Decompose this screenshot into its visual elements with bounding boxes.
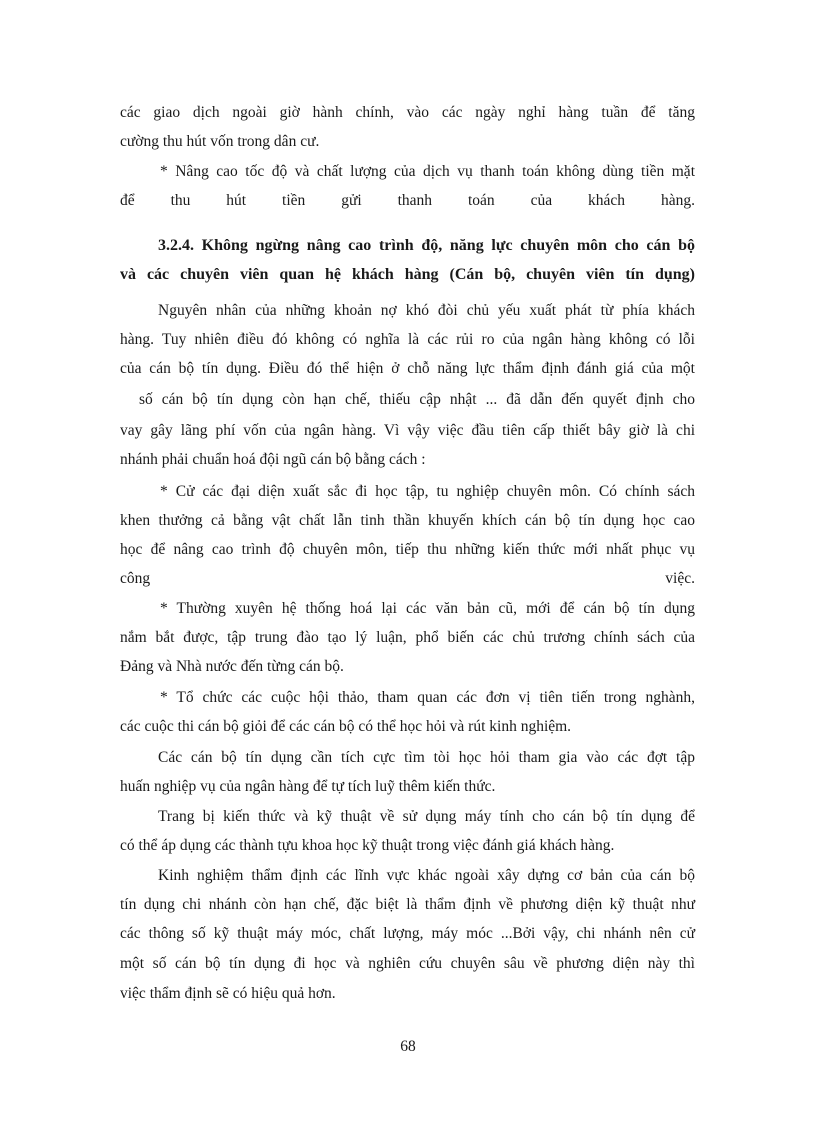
paragraph-line: nhánh phải chuẩn hoá đội ngũ cán bộ bằng cách : (120, 451, 426, 468)
paragraph-line: các thông số kỹ thuật máy móc, chất lượng, máy móc ...Bởi vậy, chi nhánh nên cử (120, 925, 695, 942)
paragraph-line: Các cán bộ tín dụng cần tích cực tìm tòi học hỏi tham gia vào các đợt tập (158, 749, 695, 766)
bullet-line: nắm bắt được, tập trung đào tạo lý luận, phổ biến các chủ trương chính sách của (120, 629, 695, 646)
paragraph-line: Trang bị kiến thức và kỹ thuật về sử dụng máy tính cho cán bộ tín dụng để (158, 808, 695, 825)
bullet-line: * Cử các đại diện xuất sắc đi học tập, tu nghiệp chuyên môn. Có chính sách (160, 483, 695, 500)
paragraph-line: Nguyên nhân của những khoản nợ khó đòi chủ yếu xuất phát từ phía khách (158, 302, 695, 319)
paragraph-line: có thể áp dụng các thành tựu khoa học kỹ thuật trong việc đánh giá khách hàng. (120, 837, 615, 854)
bullet-line: * Tổ chức các cuộc hội thảo, tham quan các đơn vị tiên tiến trong nghành, (160, 689, 695, 706)
paragraph-line: số cán bộ tín dụng còn hạn chế, thiếu cập nhật ... đã dẫn đến quyết định cho (139, 391, 695, 408)
section-heading: và các chuyên viên quan hệ khách hàng (Cán bộ, chuyên viên tín dụng) (120, 266, 695, 283)
paragraph-line: việc thẩm định sẽ có hiệu quả hơn. (120, 985, 336, 1002)
bullet-line: khen thưởng cả bằng vật chất lẫn tinh thần khuyến khích cán bộ tín dụng học cao (120, 512, 695, 529)
paragraph-line: các giao dịch ngoài giờ hành chính, vào các ngày nghỉ hàng tuần để tăng (120, 104, 695, 121)
bullet-line: * Thường xuyên hệ thống hoá lại các văn bản cũ, mới để cán bộ tín dụng (160, 600, 695, 617)
section-heading: 3.2.4. Không ngừng nâng cao trình độ, năng lực chuyên môn cho cán bộ (158, 237, 695, 254)
paragraph-line: tín dụng chi nhánh còn hạn chế, đặc biệt là thẩm định về phương diện kỹ thuật như (120, 896, 695, 913)
bullet-line: Đảng và Nhà nước đến từng cán bộ. (120, 658, 344, 675)
paragraph-line: Kinh nghiệm thẩm định các lĩnh vực khác ngoài xây dựng cơ bản của cán bộ (158, 867, 695, 884)
paragraph-line: hàng. Tuy nhiên điều đó không có nghĩa là các rủi ro của ngân hàng không có lỗi (120, 331, 695, 348)
bullet-line: công việc. (120, 570, 695, 587)
paragraph-line: của cán bộ tín dụng. Điều đó thể hiện ở chỗ năng lực thẩm định đánh giá của một (120, 360, 695, 377)
bullet-line: học để nâng cao trình độ chuyên môn, tiếp thu những kiến thức mới nhất phục vụ (120, 541, 695, 558)
paragraph-line: một số cán bộ tín dụng đi học và nghiên cứu chuyên sâu về phương diện này thì (120, 955, 695, 972)
bullet-line: để thu hút tiền gửi thanh toán của khách hàng. (120, 192, 695, 209)
paragraph-line: huấn nghiệp vụ của ngân hàng để tự tích luỹ thêm kiến thức. (120, 778, 496, 795)
page-number: 68 (400, 1038, 416, 1055)
bullet-line: * Nâng cao tốc độ và chất lượng của dịch vụ thanh toán không dùng tiền mặt (160, 163, 695, 180)
paragraph-line: cường thu hút vốn trong dân cư. (120, 133, 320, 150)
paragraph-line: vay gây lãng phí vốn của ngân hàng. Vì vậy việc đầu tiên cấp thiết bây giờ là chi (120, 422, 695, 439)
bullet-line: các cuộc thi cán bộ giỏi để các cán bộ có thể học hỏi và rút kinh nghiệm. (120, 718, 572, 735)
